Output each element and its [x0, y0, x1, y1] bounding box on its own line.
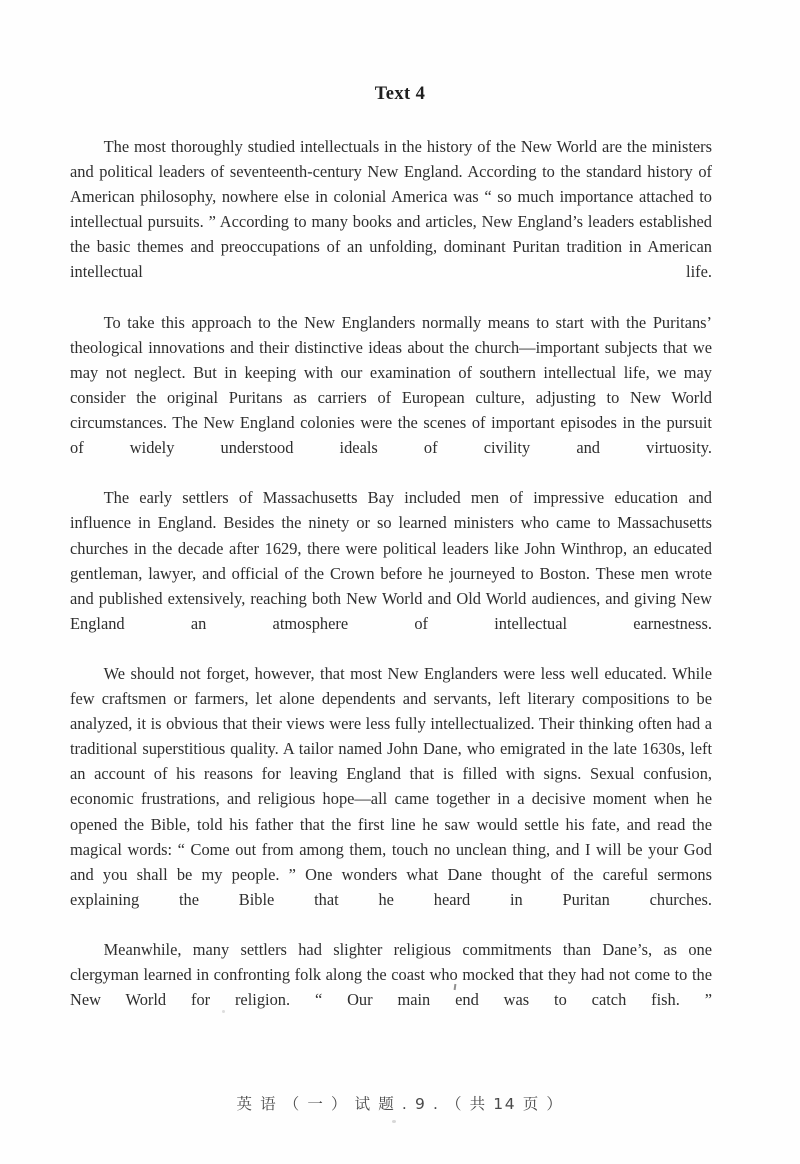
paragraph: The early settlers of Massachusetts Bay included men of impressive education and influence in England. Besides the ninety or so learned ministers who came to Massachusetts churches in the decade after 1629, there were political leaders like John Winthrop, an educated gentleman, lawyer, and official of the Crown before he journeyed to Boston. These men wrote and published extensively, reaching both New World and Old World audiences, and giving New England an atmosphere of intellectual earnestness.: [70, 488, 712, 633]
scan-artifact-speck: [392, 1120, 396, 1123]
paragraph: The most thoroughly studied intellectuals in the history of the New World are the ministers and political leaders of seventeenth-century New England. According to the standard history of American philosophy, nowhere else in colonial America was “ so much importance attached to intellectual pursuits. ” According to many books and articles, New England’s leaders established the basic themes and preoccupations of an unfolding, dominant Puritan tradition in American intellectual life.: [70, 137, 712, 282]
paragraph: We should not forget, however, that most New Englanders were less well educated. While few craftsmen or farmers, let alone dependents and servants, left literary compositions to be analyzed, it is obvious that their views were less fully intellectualized. Their thinking often had a traditional superstitious quality. A tailor named John Dane, who emigrated in the late 1630s, left an account of his reasons for leaving England that is filled with signs. Sexual confusion, economic frustrations, and religious hope—all came together in a decisive moment when he opened the Bible, told his father that the first line he saw would settle his fate, and read the magical words: “ Come out from among them, touch no unclean thing, and I will be your God and you shall be my people. ” One wonders what Dane thought of the careful sermons explaining the Bible that he heard in Puritan churches.: [70, 663, 712, 909]
paragraph: Meanwhile, many settlers had slighter religious commitments than Dane’s, as one clergyman learned in confronting folk along the coast who mocked that they had not come to the New World for religion. “ Our main end was to catch fish. ”: [70, 940, 712, 1010]
paragraph: To take this approach to the New Englanders normally means to start with the Puritans’ theological innovations and their distinctive ideas about the church—important subjects that we may not neglect. But in keeping with our examination of southern intellectual life, we may consider the original Puritans as carriers of European culture, adjusting to New World circumstances. The New England colonies were the scenes of important episodes in the pursuit of widely understood ideals of civility and virtuosity.: [70, 312, 712, 458]
scan-artifact-speck: [222, 1010, 225, 1013]
page-footer: 英 语 （ 一 ） 试 题 . 9 . （ 共 14 页 ）: [236, 1095, 564, 1113]
page-title: Text 4: [374, 84, 426, 105]
article-body: [70, 134, 712, 1037]
